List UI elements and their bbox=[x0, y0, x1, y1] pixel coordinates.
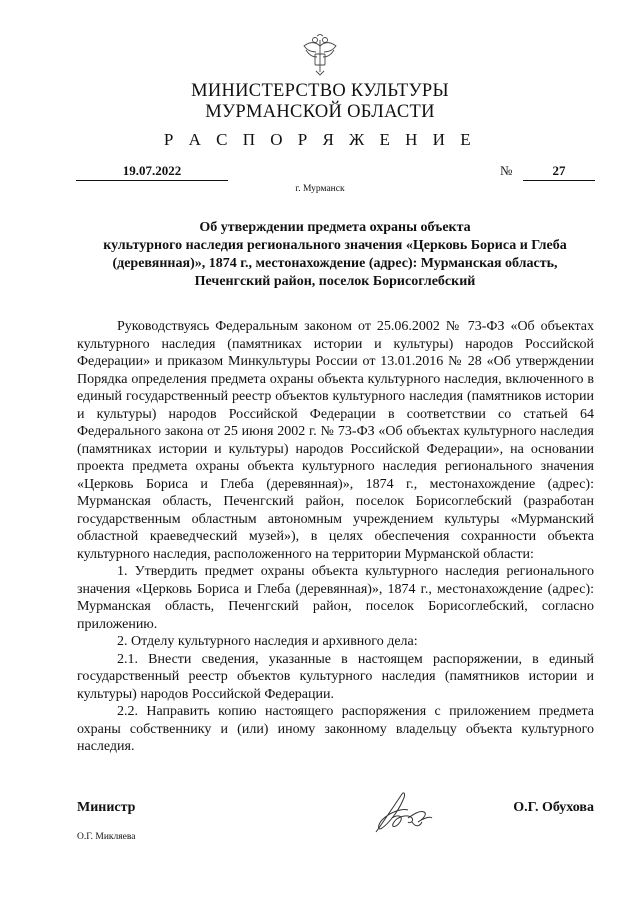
order-item-1: 1. Утвердить предмет охраны объекта культурного наследия регионального значения «Церковь Бориса и Глеба (деревянная)», 1874 г., местонахождение (адрес): Мурманская область, Печенгский район, поселок Борисоглебский, согласно приложению. bbox=[77, 564, 594, 632]
number-label: № bbox=[500, 163, 513, 178]
order-item-2-1: 2.1. Внести сведения, указанные в настоящем распоряжении, в единый государственный реестр объектов культурного наследия (памятников истории и культуры) народов Российской Федерации. bbox=[77, 651, 594, 702]
ministry-name-line2: МУРМАНСКОЙ ОБЛАСТИ bbox=[205, 102, 435, 122]
ministry-name-line1: МИНИСТЕРСТВО КУЛЬТУРЫ bbox=[191, 81, 449, 101]
heading-line: (деревянная)», 1874 г., местонахождение (адрес): Мурманская область, bbox=[112, 256, 558, 271]
document-heading bbox=[76, 219, 594, 291]
heading-line: культурного наследия регионального значения «Церковь Бориса и Глеба bbox=[103, 238, 567, 253]
coat-of-arms-icon bbox=[301, 34, 339, 76]
heading-line: Об утверждении предмета охраны объекта bbox=[199, 220, 471, 235]
signer-name: О.Г. Обухова bbox=[513, 800, 594, 815]
document-number: 27 bbox=[523, 163, 595, 181]
order-item-2-2: 2.2. Направить копию настоящего распоряжения с приложением предмета охраны собственнику и (или) иному законному владельцу объекта культурного наследия. bbox=[77, 704, 594, 754]
heading-line: Печенгский район, поселок Борисоглебский bbox=[194, 274, 476, 289]
issue-city: г. Мурманск bbox=[295, 184, 345, 194]
preamble-paragraph: Руководствуясь Федеральным законом от 25.06.2002 № 73-ФЗ «Об объектах культурного наследия (памятниках истории и культуры) народов Российской Федерации» и приказом Минкультуры России от 13.01.2016 № 28 «Об утверждении Порядка определения предмета охраны объекта культурного наследия, включенного в единый государственный реестр объектов культурного наследия (памятников истории и культуры) народов Российской Федерации в соответствии со статьей 64 Федерального закона от 25 июня 2002 г. № 73-ФЗ «Об объектах культурного наследия (памятниках истории и культуры) народов Российской Федерации», на основании проекта предмета охраны объекта культурного наследия регионального значения «Церковь Бориса и Глеба (деревянная)», 1874 г., местонахождение (адрес): Мурманская область, Печенгский район, поселок Борисоглебский (разработан государственным областным автономным учреждением культуры «Мурманский областной краеведческий музей»), в целях обеспечения сохранности объекта культурного наследия, расположенного на территории Мурманской области: bbox=[77, 319, 594, 562]
document-body bbox=[77, 318, 594, 756]
order-item-2: 2. Отделу культурного наследия и архивного дела: bbox=[117, 634, 418, 649]
signer-position: Министр bbox=[77, 800, 136, 815]
document-type: Р А С П О Р Я Ж Е Н И Е bbox=[163, 130, 477, 149]
handwritten-signature bbox=[368, 788, 438, 838]
document-date: 19.07.2022 bbox=[76, 163, 228, 181]
performer-name: О.Г. Микляева bbox=[77, 832, 136, 842]
